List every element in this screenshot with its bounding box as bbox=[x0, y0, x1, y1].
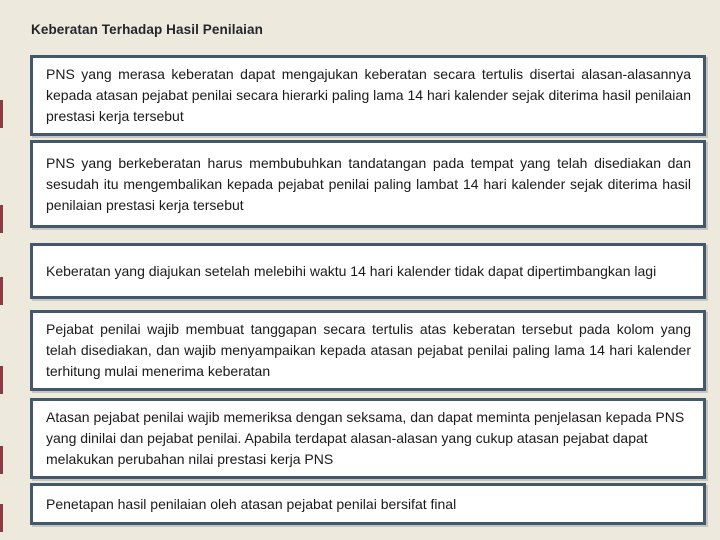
content-box-2 bbox=[30, 140, 706, 228]
content-box-3 bbox=[30, 243, 706, 299]
red-accent-tick bbox=[0, 205, 3, 233]
content-box-1-text: PNS yang merasa keberatan dapat mengajukan keberatan secara tertulis disertai alasan-alasannya kepada atasan pejabat penilai secara hierarki paling lama 14 hari kalender sejak diterima hasil penilaian prestasi kerja tersebut bbox=[46, 66, 691, 124]
red-accent-tick bbox=[0, 504, 3, 532]
content-box-2-text: PNS yang berkeberatan harus membubuhkan tandatangan pada tempat yang telah disediakan dan sesudah itu mengembalikan kepada pejabat penilai paling lambat 14 hari kalender sejak diterima hasil penilaian prestasi kerja tersebut bbox=[46, 154, 691, 213]
content-box-1 bbox=[30, 55, 706, 136]
red-accent-tick bbox=[0, 446, 3, 474]
content-box-5-text: Atasan pejabat penilai wajib memeriksa dengan seksama, dan dapat meminta penjelasan kepada PNS yang dinilai dan pejabat penilai. Apabila terdapat alasan-alasan yang cukup atasan pejabat dapat melakukan perubahan nilai prestasi kerja PNS bbox=[46, 409, 685, 467]
red-accent-tick bbox=[0, 277, 3, 305]
content-box-4-text: Pejabat penilai wajib membuat tanggapan secara tertulis atas keberatan tersebut pada kolom yang telah disediakan, dan wajib menyampaikan kepada atasan pejabat penilai paling lama 14 hari kalender terhitung mulai menerima keberatan bbox=[46, 321, 691, 379]
content-box-5 bbox=[30, 398, 706, 479]
content-box-4 bbox=[30, 310, 706, 391]
content-box-3-text: Keberatan yang diajukan setelah melebihi waktu 14 hari kalender tidak dapat dipertimbangkan lagi bbox=[46, 262, 657, 279]
red-accent-tick bbox=[0, 366, 3, 394]
content-box-6-text: Penetapan hasil penilaian oleh atasan pejabat penilai bersifat final bbox=[46, 495, 457, 512]
red-accent-tick bbox=[0, 100, 3, 128]
content-box-6 bbox=[30, 483, 706, 525]
slide-title: Keberatan Terhadap Hasil Penilaian bbox=[31, 22, 263, 37]
